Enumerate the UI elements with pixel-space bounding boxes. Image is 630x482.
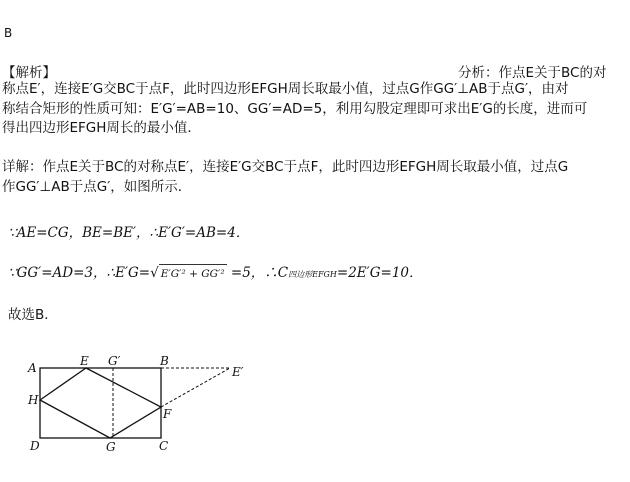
analysis-line-4: 得出四边形EFGH周长的最小值． <box>2 120 201 136</box>
dashed-f-eprime <box>161 368 230 407</box>
detail-line-2: 作GG′⊥AB于点G′，如图所示． <box>2 179 192 195</box>
label-f: F <box>163 407 172 421</box>
detail-line-1: 详解：作点E关于BC的对称点E′，连接E′G交BC于点F，此时四边形EFGH周长取最小值，过点G <box>2 159 569 175</box>
math-line-1: ∵AE=CG，BE=BE′，∴E′G′=AB=4． <box>8 225 250 241</box>
label-h: H <box>28 393 39 407</box>
math-line-2-end: =2E′G=10． <box>336 265 423 281</box>
label-c: C <box>159 439 169 453</box>
sqrt-radicand: E′G′² + GG′² <box>159 264 227 283</box>
math-line-2-start: ∵GG′=AD=3，∴E′G= <box>8 265 151 281</box>
label-a: A <box>28 361 37 375</box>
label-d: D <box>30 439 40 453</box>
label-b: B <box>160 354 169 368</box>
analysis-heading: 分析：作点E关于BC的对 <box>458 65 607 81</box>
label-g: G <box>106 440 116 454</box>
analysis-line-2: 称点E′，连接E′G交BC于点F，此时四边形EFGH周长取最小值，过点G作GG′⊥AB于点G′，由对 <box>2 81 569 97</box>
answer-letter: B <box>4 26 13 40</box>
label-e-prime: E′ <box>232 365 244 379</box>
analysis-tag: 【解析】 <box>2 65 56 81</box>
label-e: E <box>80 354 89 368</box>
conclusion: 故选B． <box>8 307 58 323</box>
quadrilateral-efgh <box>40 368 161 438</box>
analysis-line-3: 称结合矩形的性质可知：E′G′=AB=10、GG′=AD=5，利用勾股定理即可求出E′G的长度，进而可 <box>2 101 588 117</box>
rectangle-abcd <box>40 368 161 438</box>
label-g-prime: G′ <box>108 354 121 368</box>
geometry-figure <box>20 352 260 457</box>
math-line-2-mid: =5，∴C <box>226 265 289 281</box>
perimeter-subscript: 四边形EFGH <box>288 270 337 279</box>
math-line-2: ∵GG′=AD=3，∴E′G=√ E′G′² + GG′² =5，∴C四边形EFGH=2E′G=10． <box>8 265 423 281</box>
